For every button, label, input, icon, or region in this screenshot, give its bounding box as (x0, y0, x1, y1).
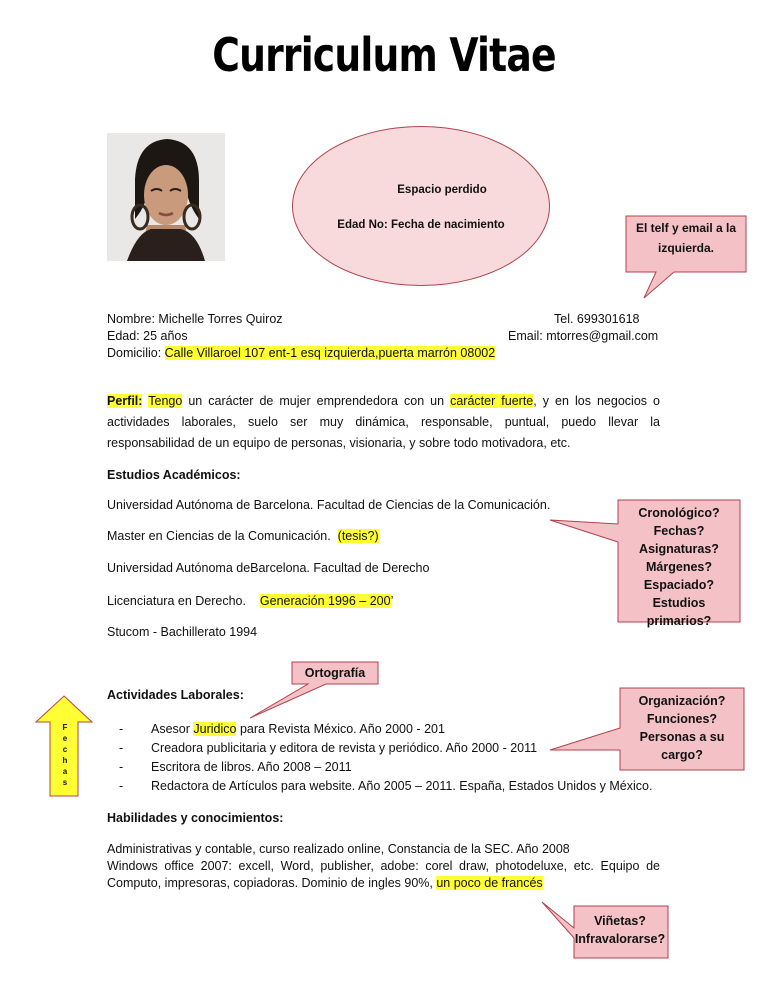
arrow-letter: a (62, 767, 68, 776)
study-item-2-highlight: (tesis?) (337, 529, 379, 543)
profile-label: Perfil: (107, 394, 143, 408)
list-dash: - (119, 760, 124, 774)
address-label: Domicilio: (107, 346, 165, 360)
profile-photo (107, 133, 225, 261)
work-item-4-text: Redactora de Artículos para website. Año 2005 – 2011. España, Estados Unidos y México. (151, 779, 653, 793)
work-heading: Actividades Laborales: (107, 688, 244, 702)
callout-chrono: Cronológico? Fechas? Asignaturas? Márgenes? Espaciado? Estudios primarios? (638, 506, 720, 628)
study-item-2 (107, 528, 379, 545)
study-item-1: Universidad Autónoma de Barcelona. Facultad de Ciencias de la Comunicación. (107, 498, 551, 512)
arrow-letter: h (62, 756, 68, 765)
study-item-4-text: Licenciatura en Derecho. (107, 594, 246, 608)
personal-phone: Tel. 699301618 (554, 312, 640, 326)
skills-line-2-highlight: un poco de francés (436, 876, 543, 890)
callout-org: Organización? Funciones? Personas a su cargo? (638, 694, 726, 762)
study-item-2-text: Master en Ciencias de la Comunicación. (107, 529, 331, 543)
address-value: Calle Villaroel 107 ent-1 esq izquierda,puerta marrón 08002 (164, 346, 496, 360)
personal-address (107, 345, 495, 362)
work-item-1-post: para Revista México. Año 2000 - 201 (236, 722, 445, 736)
skills-line-2 (107, 858, 660, 892)
ellipse-line-1: Espacio perdido (397, 184, 487, 196)
work-item-3-text: Escritora de libros. Año 2008 – 2011 (151, 760, 352, 774)
personal-age: Edad: 25 años (107, 329, 188, 343)
arrow-letter: e (62, 734, 68, 743)
work-item-2-text: Creadora publicitaria y editora de revista y periódico. Año 2000 - 2011 (151, 741, 538, 755)
study-item-4 (107, 593, 393, 610)
profile-word: Tengo (148, 394, 183, 408)
profile-paragraph (107, 391, 660, 454)
personal-email: Email: mtorres@gmail.com (508, 329, 659, 343)
study-item-4-tail: ’ (390, 594, 394, 608)
work-item-1-pre: Asesor (151, 722, 194, 736)
skills-heading: Habilidades y conocimientos: (107, 811, 284, 825)
arrow-letter: c (62, 745, 68, 754)
skills-line-1: Administrativas y contable, curso realizado online, Constancia de la SEC. Año 2008 (107, 842, 570, 856)
arrow-letter: F (62, 723, 68, 732)
profile-highlight: carácter fuerte (450, 394, 534, 408)
list-dash: - (119, 741, 124, 755)
callout-bullets: Viñetas? Infravalorarse? (574, 914, 666, 946)
work-item-4 (119, 777, 699, 796)
study-item-5: Stucom - Bachillerato 1994 (107, 625, 258, 639)
skills-line-2-text: Windows office 2007: excell, Word, publisher, adobe: corel draw, photodeluxe, etc. Equipo de Computo, impresoras, copiadoras. Dominio de ingles 90%, (107, 859, 660, 890)
profile-text-2: , y en los negocios o actividades laborales, suelo ser muy dinámica, responsable, puntual, puedo llevar la responsabilidad de un equipo de personas, visionaria, y sobre todo motivadora, etc. (107, 394, 660, 450)
callout-ortho: Ortografía (304, 666, 366, 680)
document-title: Curriculum Vitae (212, 28, 556, 82)
study-item-4-highlight: Generación 1996 – 200 (259, 594, 391, 608)
ellipse-line-2: Edad No: Fecha de nacimiento (337, 219, 505, 231)
dates-arrow-label (60, 722, 70, 788)
studies-heading: Estudios Académicos: (107, 468, 241, 482)
personal-name: Nombre: Michelle Torres Quiroz (107, 312, 283, 326)
callout-contact: El telf y email a la izquierda. (635, 221, 737, 255)
arrow-letter: s (62, 778, 68, 787)
annotation-ellipse (292, 126, 550, 286)
study-item-3: Universidad Autónoma deBarcelona. Facultad de Derecho (107, 561, 430, 575)
list-dash: - (119, 779, 124, 793)
list-dash: - (119, 722, 124, 736)
work-item-1-highlight: Juridico (193, 722, 237, 736)
profile-text-1: un carácter de mujer emprendedora con un (182, 394, 451, 408)
